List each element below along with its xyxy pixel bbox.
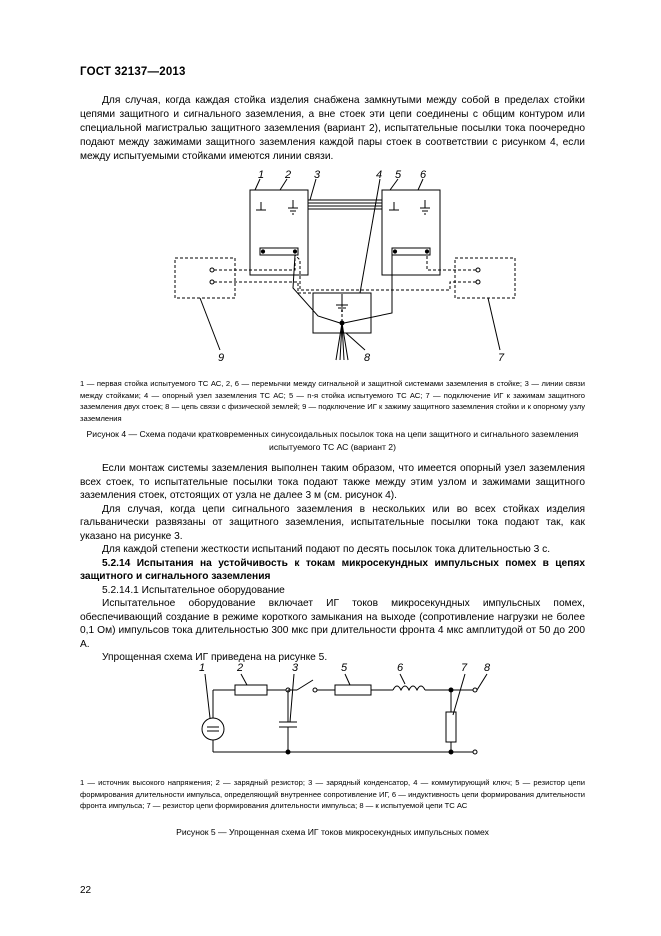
hv-source-1 (202, 718, 224, 740)
generator-9-box (175, 258, 235, 298)
fig5-label-5: 5 (341, 662, 348, 674)
generator-7-box (455, 258, 515, 298)
figure-5-title: Рисунок 5 — Упрощенная схема ИГ токов микросекундных импульсных помех (176, 827, 489, 837)
page-number: 22 (80, 885, 92, 896)
fig5-label-6: 6 (397, 662, 404, 674)
physical-ground-8 (336, 323, 348, 360)
inductor-6 (393, 686, 425, 690)
fig5-label-3: 3 (292, 662, 299, 674)
fig4-label-6: 6 (420, 169, 427, 181)
rack-1 (250, 190, 308, 275)
output-terminal-bottom (473, 750, 477, 754)
paragraph-pulse-count: Для каждой степени жесткости испытаний подают по десять посылок тока длительностью 3 с. (102, 544, 551, 555)
fig4-label-4: 4 (376, 169, 383, 181)
fig5-label-8: 8 (484, 662, 491, 674)
subheading-5-2-14-1: 5.2.14.1 Испытательное оборудование (102, 584, 285, 596)
paragraph-test-equipment: Испытательное оборудование включает ИГ токов микросекундных импульсных помех, обеспечивающий создание в режиме короткого замыкания на выходе (сопротивление нагрузки не более 0,1 Ом) импульсов тока длительностью 300 мкс при длительности фронта 4 мкс амплитудой от 50 до 200 А. (80, 598, 585, 650)
fig5-label-1: 1 (199, 662, 206, 674)
connection-9-rack (214, 255, 295, 270)
fig4-label-7: 7 (498, 352, 505, 364)
charging-resistor-2 (235, 685, 267, 695)
paragraph-reference-node: Если монтаж системы заземления выполнен таким образом, что имеется опорный узел заземления всех стоек, то испытательные посылки тока подают также между этим узлом и зажимами защитного заземления стоек, отстоящих от узла не далее 3 м (см. рисунок 4). (80, 463, 585, 501)
fig4-label-1: 1 (258, 169, 265, 181)
rack-1-ground-icons (256, 200, 298, 214)
connection-7-rack1 (295, 255, 476, 290)
figure-4-diagram (160, 168, 520, 368)
rack-5-ground-icons (389, 200, 430, 214)
intro-paragraph (80, 94, 585, 164)
fig4-label-5: 5 (395, 169, 402, 181)
connection-9-node (214, 282, 342, 321)
rack-5 (382, 190, 440, 275)
communication-lines-3 (308, 200, 382, 209)
figure-4-caption: 1 — первая стойка испытуемого ТС АС, 2, 6 — перемычки между сигнальной и защитной системами заземления в стойке; 3 — линии связи между стойками; 4 — опорный узел заземления ТС АС; 5 — n-я стойка испытуемого ТС АС; 7 — подключение ИГ к зажимам защитного заземления двух стоек; 8 — цепь связи с физической землей; 9 — подключение ИГ к зажиму защитного заземления стойки и к опорному узлу заземления (80, 379, 585, 423)
document-header: ГОСТ 32137—2013 (80, 66, 186, 78)
paragraph-scheme-ref: Упрощенная схема ИГ приведена на рисунке 5. (102, 652, 328, 663)
resistor-5 (335, 685, 371, 695)
paragraph-galvanic: Для случая, когда цепи сигнального заземления в нескольких или во всех стойках изделия гальванически развязаны от защитного заземления, испытательные посылки тока подают так, как указано на рисунке 3. (80, 503, 585, 542)
figure-5-diagram (195, 660, 505, 760)
connection-7-rack5 (427, 255, 476, 270)
switch-4 (297, 680, 317, 692)
jumper-6 (392, 248, 430, 255)
fig4-label-2: 2 (285, 169, 292, 181)
figure-5-caption: 1 — источник высокого напряжения; 2 — зарядный резистор; 3 — зарядный конденсатор, 4 — коммутирующий ключ; 5 — резистор цепи формирования длительности импульса, определяющий внутреннее сопротивление ИГ, 6 — индуктивность цепи формирования длительности фронта импульса; 7 — резистор цепи формирования длительности импульса; 8 — к испытуемой цепи ТС АС (80, 778, 585, 811)
capacitor-3 (279, 722, 297, 727)
body-section (80, 462, 585, 665)
jumper-2 (260, 248, 298, 255)
fig4-label-3: 3 (314, 169, 321, 181)
fig5-label-2: 2 (237, 662, 244, 674)
fig5-label-7: 7 (461, 662, 468, 674)
section-heading-5-2-14: 5.2.14 Испытания на устойчивость к токам микросекундных импульсных помех в цепях защитного и сигнального заземления (80, 557, 585, 582)
fig4-label-8: 8 (364, 352, 371, 364)
intro-text: Для случая, когда каждая стойка изделия снабжена замкнутыми между собой в пределах стойки цепями защитного и сигнального заземления, а вне стоек эти цепи соединены с общим контуром или специальной магистралью защитного заземления (вариант 2), испытательные посылки тока поочередно подают между зажимами защитного заземления каждой пары стоек в соответствии с рисунком 4, если между испытуемыми стойками имеются линии связи. (80, 95, 585, 162)
resistor-7 (446, 712, 456, 742)
bond-rack5-node (344, 255, 392, 323)
fig4-label-9: 9 (218, 352, 225, 364)
figure-4-title: Рисунок 4 — Схема подачи кратковременных синусоидальных посылок тока на цепи защитного и сигнального заземления испытуемого ТС АС (вариант 2) (86, 429, 579, 452)
output-terminal-top (473, 688, 477, 692)
